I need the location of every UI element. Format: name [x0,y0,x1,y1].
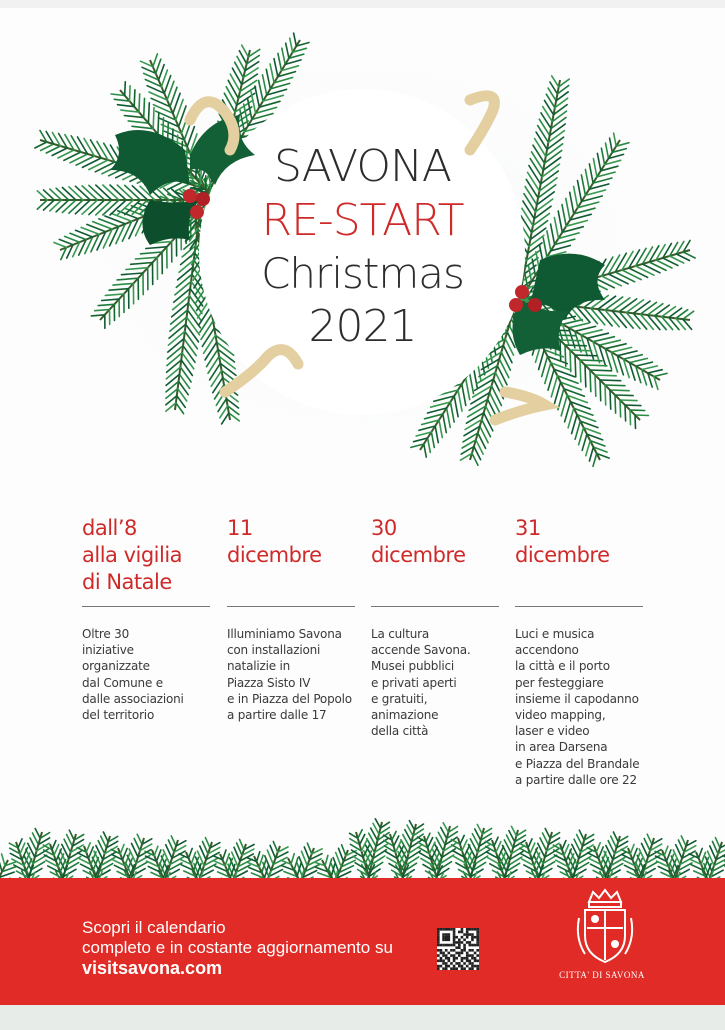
event-heading: 11 dicembre [227,516,322,567]
divider [227,606,355,607]
footer-line-1: Scopri il calendario [82,918,226,937]
event-heading: 30 dicembre [371,516,466,567]
title-christmas: Christmas [261,249,464,298]
event-description: Luci e musica accendono la città e il porto per festeggiare insieme il capodanno video mapping, laser e video in area Darsena e Piazza del Brandale a partire dalle ore 22 [515,627,640,787]
divider [515,606,643,607]
footer-line-2: completo e in costante aggiornamento su [82,938,393,957]
event-column-4 [515,515,655,787]
footer-banner [0,878,725,1005]
event-description: Oltre 30 iniziative organizzate dal Comune e dalle associazioni del territorio [82,627,184,723]
event-column-1 [82,515,222,723]
title-restart: RE-START [261,195,464,246]
event-description: La cultura accende Savona. Musei pubblici e privati aperti e gratuiti, animazione della città [371,627,471,739]
footer-text [82,918,393,978]
website-link[interactable]: visitsavona.com [82,958,223,978]
title-savona: SAVONA [273,141,451,192]
event-heading: 31 dicembre [515,516,610,567]
event-description: Illuminiamo Savona con installazioni natalizie in Piazza Sisto IV e in Piazza del Popolo a partire dalle 17 [227,627,352,723]
bottom-strip [0,1005,725,1030]
event-column-2 [227,515,367,723]
divider [82,606,210,607]
divider [371,606,499,607]
city-crest-icon [575,888,635,968]
title-year: 2021 [308,301,417,352]
crest-label: CITTA' DI SAVONA [559,970,645,980]
qr-code-icon[interactable] [437,928,479,970]
title-block [240,141,485,352]
event-column-3 [371,515,511,739]
event-heading: dall’8 alla vigilia di Natale [82,516,183,594]
